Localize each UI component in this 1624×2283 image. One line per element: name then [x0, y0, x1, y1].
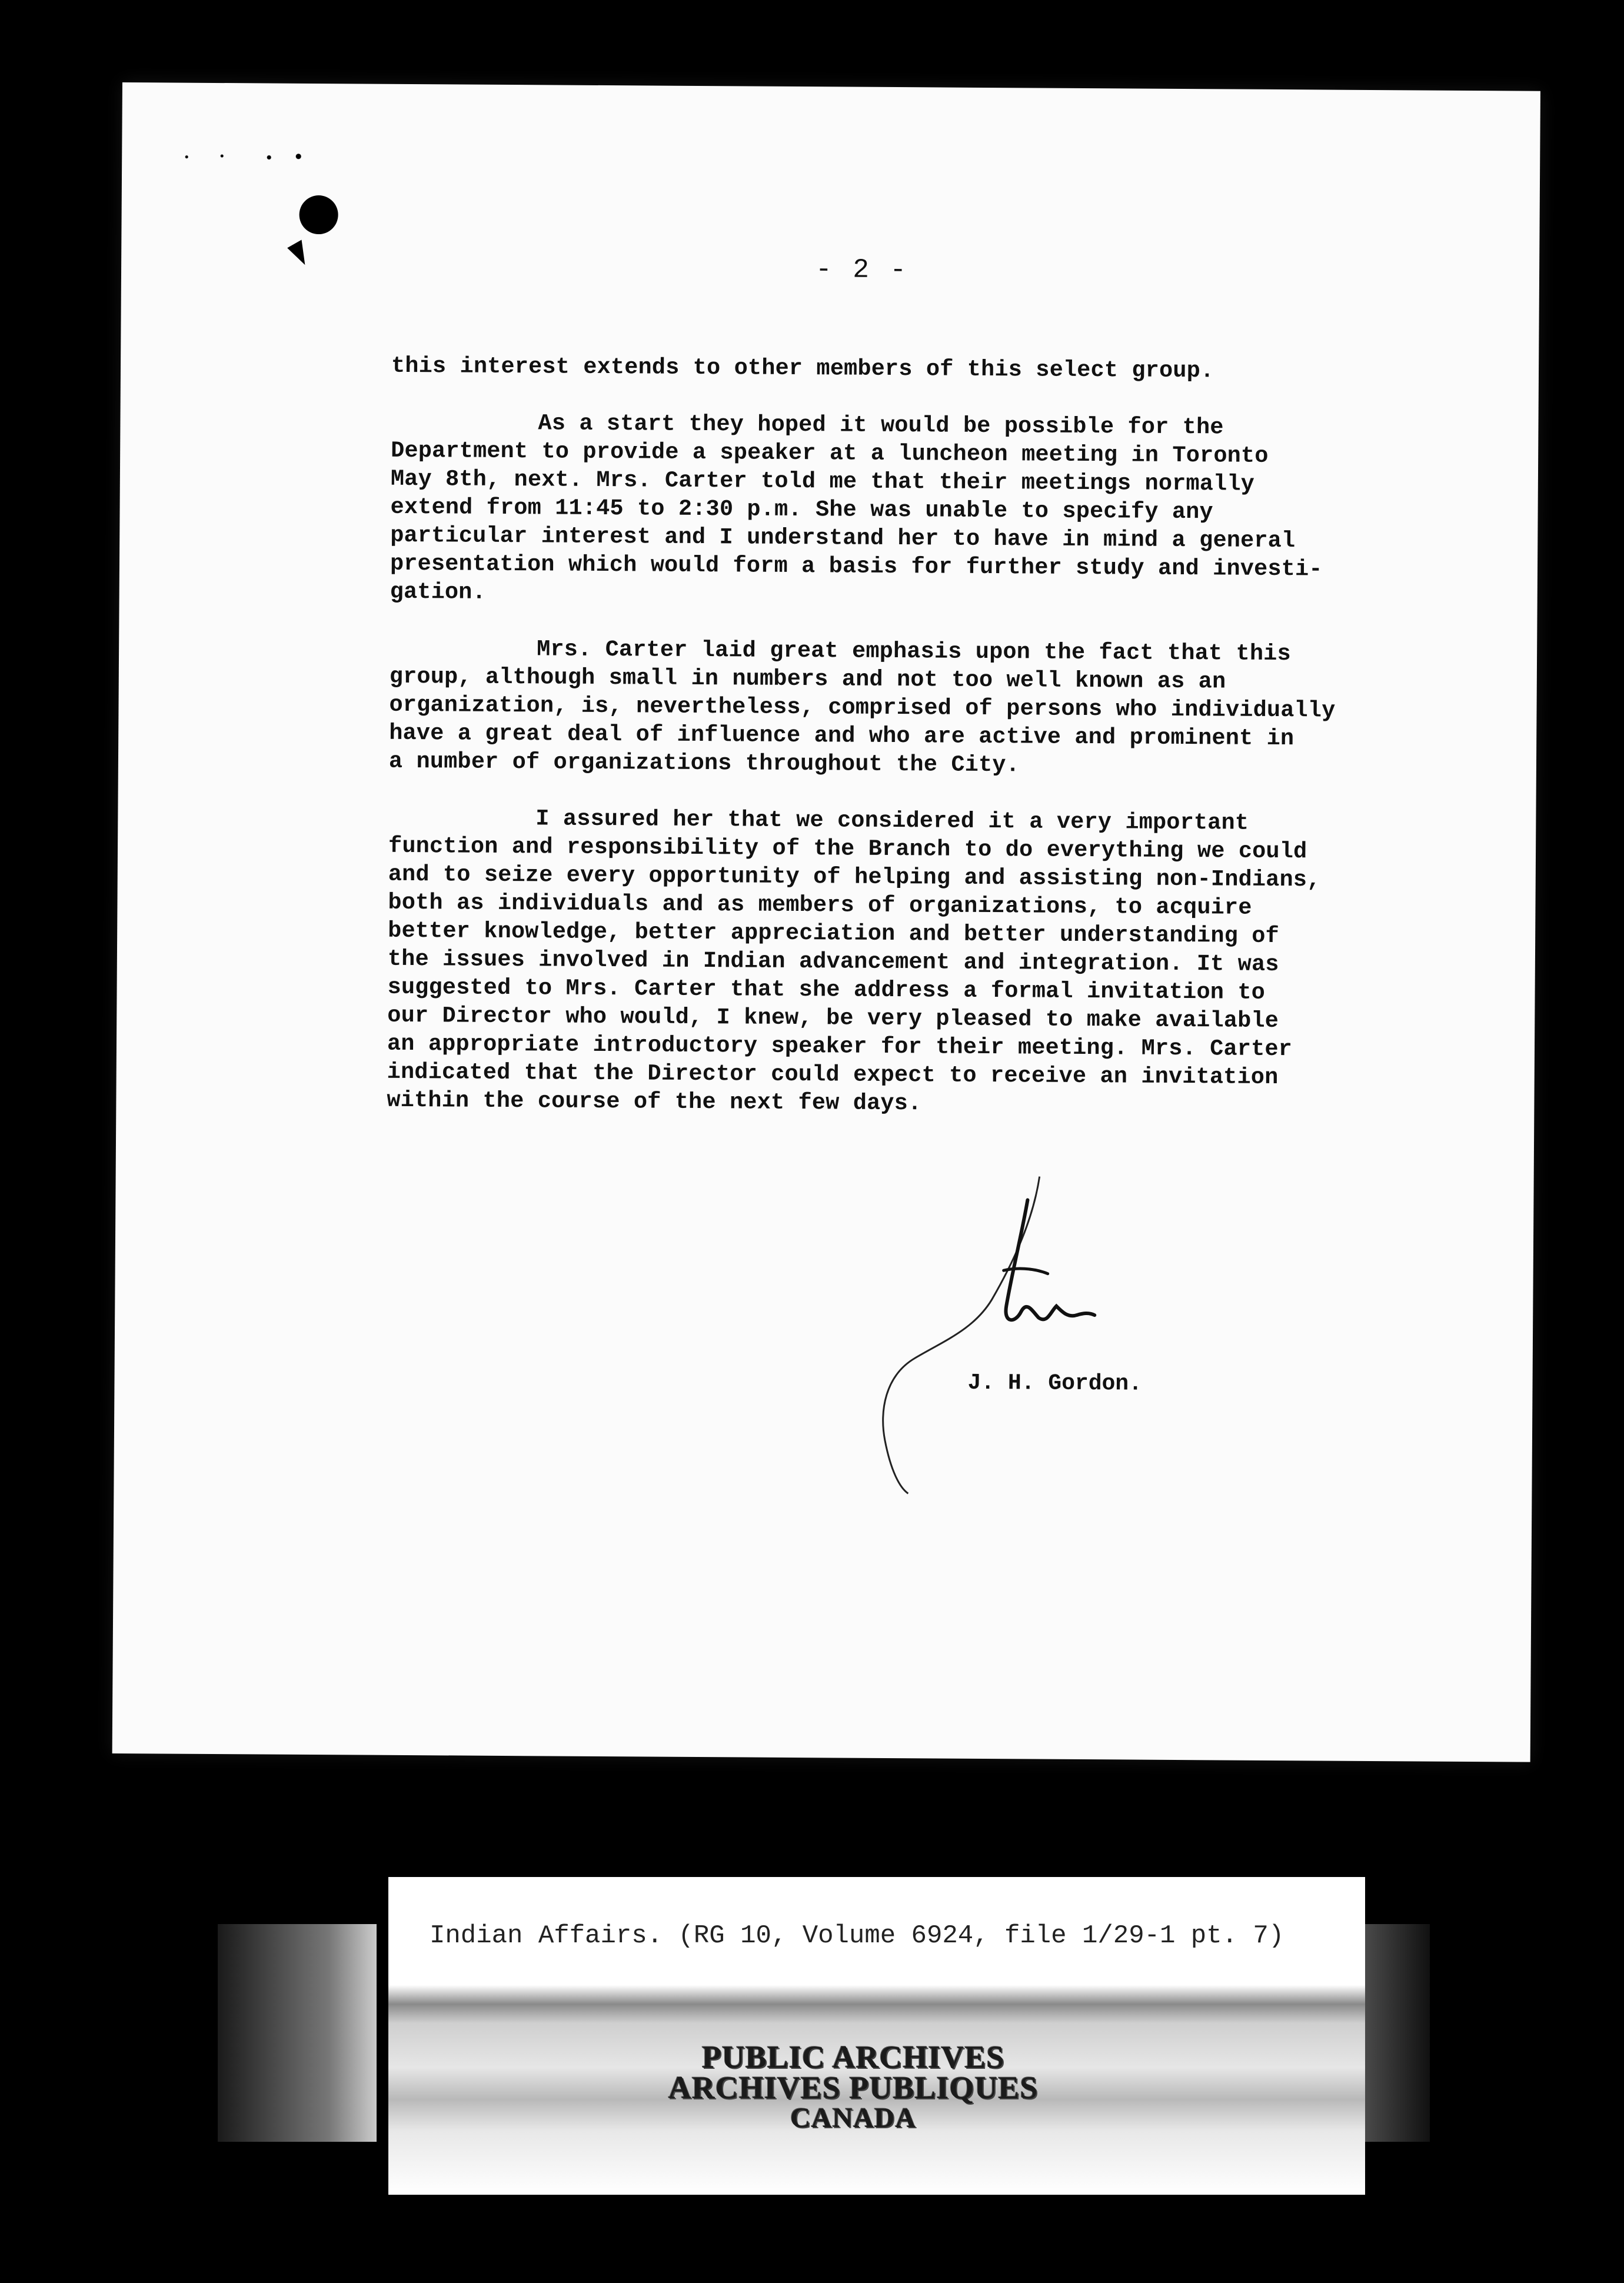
- letter-body: [387, 352, 1439, 1149]
- stamp-line: CANADA: [790, 2102, 916, 2134]
- punch-hole-mark: [287, 240, 313, 269]
- paragraph-assurance: I assured her that we considered it a very important function and responsibility of the Branch to do everything we could and to seize every opportunity of helping and assisting non-Indians, both as individuals and as members of organizations, to acquire better knowledge, better appreciation and better understanding of the issues involved in Indian advancement and integration. It was suggested to Mrs. Carter that she address a formal invitation to our Director who would, I knew, be very pleased to make available an appropriate introductory speaker for their meeting. Mrs. Carter indicated that the Director could expect to receive an invitation within the course of the next few days.: [387, 806, 1321, 1117]
- signer-name: J. H. Gordon.: [967, 1370, 1143, 1397]
- paragraph-speaker-request: As a start they hoped it would be possible for the Department to provide a speaker at a luncheon meeting in Toronto May 8th, next. Mrs. Carter told me that their meetings normally extend from 11:45 to 2:30 p.m. She was unable to specify any particular interest and I understand her to have in mind a general presentation which would form a basis for further study and investi- gation.: [390, 410, 1323, 605]
- archive-reference: Indian Affairs. (RG 10, Volume 6924, file 1/29-1 pt. 7): [430, 1921, 1284, 1951]
- stamp-line: ARCHIVES PUBLIQUES: [668, 2070, 1039, 2105]
- handwritten-signature: [843, 1164, 1128, 1542]
- punch-hole: [299, 195, 338, 234]
- paragraph-group-influence: Mrs. Carter laid great emphasis upon the fact that this group, although small in numbers and not too well known as an organization, is, nevertheless, comprised of persons who individually have a great deal of influence and who are active and prominent in a number of organizations throughout the City.: [388, 636, 1336, 778]
- archive-stamp: [606, 2039, 1100, 2134]
- paragraph-continuation: this interest extends to other members of this select group.: [391, 352, 1214, 384]
- page-number: - 2 -: [815, 254, 909, 286]
- archive-label: [388, 1877, 1365, 2195]
- scan-specks: [169, 147, 322, 160]
- letter-page: [112, 82, 1540, 1762]
- stamp-line: PUBLIC ARCHIVES: [701, 2039, 1005, 2075]
- label-shadow-left: [218, 1924, 377, 2142]
